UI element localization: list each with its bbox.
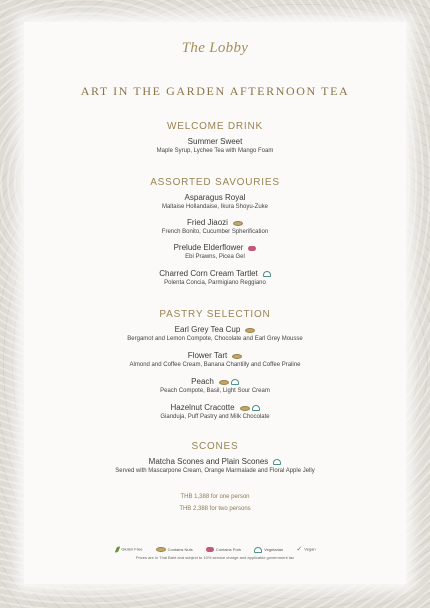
vegan-icon: ✓: [296, 546, 303, 553]
legend-nuts: Contains Nuts: [154, 547, 193, 552]
nuts-icon: [240, 406, 250, 411]
price-two-persons: THB 2,388 for two persons: [179, 506, 251, 512]
page-title: ART IN THE GARDEN AFTERNOON TEA: [80, 84, 350, 98]
logo: The Lobby: [181, 40, 249, 56]
menu-item-name: Flower Tart: [24, 351, 406, 360]
legend-gluten-free: Gluten Free: [114, 546, 142, 553]
menu-item-name: Summer Sweet: [187, 137, 243, 146]
menu-item-name: Charred Corn Cream Tartlet: [24, 269, 406, 278]
footnote: Prices are in Thai Baht and subject to 10% service charge and applicable government tax: [135, 555, 295, 560]
menu-item-desc: Maple Syrup, Lychee Tea with Mango Foam: [156, 148, 274, 154]
section-title-welcome-drink: WELCOME DRINK: [167, 121, 263, 132]
menu-item-desc: Almond and Coffee Cream, Banana Chantilly and Coffee Praline: [129, 362, 301, 368]
vegetarian-icon: [231, 379, 239, 385]
vegetarian-icon: [273, 459, 281, 465]
menu-item-desc: Maltaise Hollandaise, Ikura Shoyu-Zuke: [161, 204, 269, 210]
section-title-pastry-selection: PASTRY SELECTION: [159, 309, 271, 320]
vegetarian-icon: [263, 271, 271, 277]
nuts-icon: [233, 221, 243, 226]
menu-item-name: Fried Jiaozi: [24, 218, 406, 227]
vegetarian-icon: [254, 547, 262, 553]
section-title-assorted-savouries: ASSORTED SAVOURIES: [150, 177, 280, 188]
menu-item-desc: Bergamot and Lemon Compote, Chocolate and Earl Grey Mousse: [127, 336, 303, 342]
pork-icon: [248, 246, 256, 251]
legend-pork: Contains Pork: [204, 547, 241, 552]
nuts-icon: [245, 328, 255, 333]
legend-vegan: ✓ Vegan: [296, 546, 316, 553]
pork-icon: [206, 547, 214, 552]
menu-item-desc: Peach Compote, Basil, Light Sour Cream: [160, 388, 270, 394]
menu-item-name: Matcha Scones and Plain Scones: [24, 457, 406, 466]
nuts-icon: [232, 354, 242, 359]
menu-item-name: Prelude Elderflower: [24, 243, 406, 252]
section-title-scones: SCONES: [191, 441, 239, 452]
menu-item-desc: Ebi Prawns, Picea Gel: [185, 254, 245, 260]
gluten-free-icon: [115, 546, 120, 554]
menu-item-desc: Served with Mascarpone Cream, Orange Marmalade and Floral Apple Jelly: [115, 468, 315, 474]
menu-item-name: Asparagus Royal: [184, 193, 246, 202]
nuts-icon: [219, 380, 229, 385]
menu-item-desc: Polenta Concia, Parmigiano Reggiano: [164, 280, 266, 286]
menu-item-desc: French Bonito, Cucumber Spherification: [161, 229, 269, 235]
price-one-person: THB 1,388 for one person: [180, 494, 250, 500]
menu-item-desc: Gianduja, Puff Pastry and Milk Chocolate: [160, 414, 270, 420]
menu-item-name: Peach: [24, 377, 406, 386]
menu-item-name: Earl Grey Tea Cup: [24, 325, 406, 334]
vegetarian-icon: [252, 405, 260, 411]
menu-paper: [24, 22, 406, 584]
nuts-icon: [156, 547, 166, 552]
dietary-legend: [24, 546, 406, 553]
legend-vegetarian: Vegetarian: [252, 547, 283, 553]
menu-item-name: Hazelnut Cracotte: [24, 403, 406, 412]
